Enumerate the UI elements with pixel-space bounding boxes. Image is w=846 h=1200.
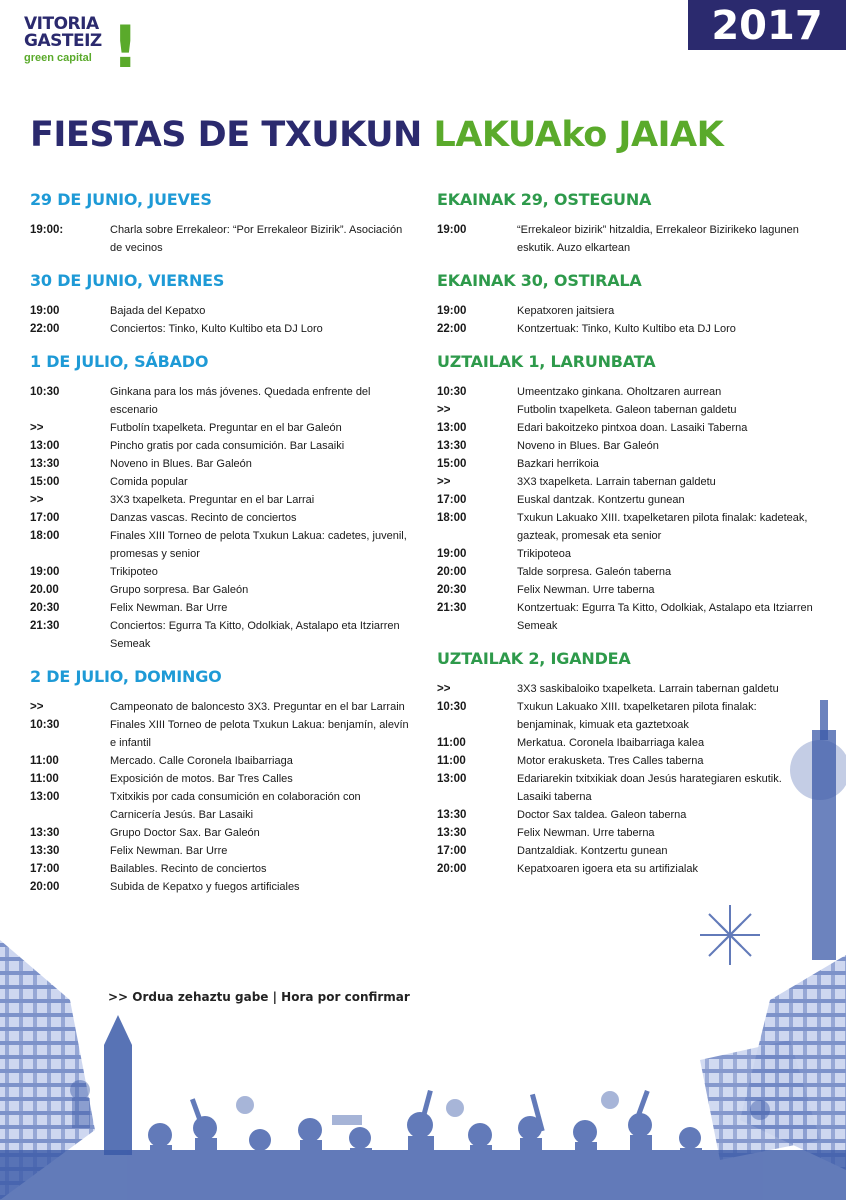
- event-time: 10:30: [437, 701, 467, 713]
- event-row: [437, 473, 817, 491]
- event-description: Dantzaldiak. Kontzertu gunean: [517, 845, 668, 857]
- event-row: [437, 320, 817, 338]
- event-time: 13:30: [30, 458, 60, 470]
- event-row: [437, 401, 817, 419]
- event-time: 19:00: [30, 305, 60, 317]
- event-row: [437, 509, 817, 545]
- event-description: Txukun Lakuako XIII. txapelketaren pilota finalak: kadeteak, gazteak, promesak eta senior: [517, 512, 808, 542]
- logo-line-3: green capital: [24, 52, 92, 64]
- event-description: Txukun Lakuako XIII. txapelketaren pilota finalak: benjaminak, kimuak eta gaztetxoak: [517, 701, 757, 731]
- event-time: 20:30: [437, 584, 467, 596]
- event-description: Subida de Kepatxo y fuegos artificiales: [110, 881, 300, 893]
- event-row: [30, 491, 410, 509]
- day-heading: EKAINAK 30, OSTIRALA: [437, 271, 642, 290]
- event-description: Grupo Doctor Sax. Bar Galeón: [110, 827, 260, 839]
- event-description: Bazkari herrikoia: [517, 458, 599, 470]
- event-time: 15:00: [437, 458, 467, 470]
- spanish-schedule-column: [30, 190, 410, 910]
- event-description: Campeonato de baloncesto 3X3. Preguntar en el bar Larrain: [110, 701, 405, 713]
- event-description: Conciertos: Tinko, Kulto Kultibo eta DJ Loro: [110, 323, 323, 335]
- year-badge: 2017: [688, 0, 846, 50]
- event-row: [30, 752, 410, 770]
- event-time: 13:30: [437, 440, 467, 452]
- event-row: [30, 788, 410, 824]
- event-time: 20:30: [30, 602, 60, 614]
- event-description: Kepatxoren jaitsiera: [517, 305, 615, 317]
- event-row: [437, 545, 817, 563]
- event-time: 13:30: [437, 827, 467, 839]
- event-time: >>: [437, 476, 451, 488]
- event-time: 20.00: [30, 584, 59, 596]
- day-heading: 1 DE JULIO, SÁBADO: [30, 352, 209, 371]
- event-description: Txitxikis por cada consumición en colaboración con Carnicería Jesús. Bar Lasaiki: [110, 791, 361, 821]
- event-time: 18:00: [437, 512, 467, 524]
- day-heading: 30 DE JUNIO, VIERNES: [30, 271, 225, 290]
- event-description: Merkatua. Coronela Ibaibarriaga kalea: [517, 737, 705, 749]
- event-row: [437, 491, 817, 509]
- event-description: 3X3 txapelketa. Larrain tabernan galdetu: [517, 476, 716, 488]
- event-row: [437, 581, 817, 599]
- day-events: [30, 302, 410, 338]
- event-row: [437, 824, 817, 842]
- event-row: [437, 419, 817, 437]
- event-time: 19:00: [437, 548, 467, 560]
- event-time: 10:30: [437, 386, 467, 398]
- event-time: 17:00: [437, 845, 467, 857]
- event-description: Finales XIII Torneo de pelota Txukun Lakua: cadetes, juvenil, promesas y senior: [110, 530, 407, 560]
- day-events: [437, 302, 817, 338]
- time-unconfirmed-footnote: >> Ordua zehaztu gabe | Hora por confirmar: [108, 990, 410, 1004]
- event-row: [30, 824, 410, 842]
- event-description: Felix Newman. Bar Urre: [110, 602, 228, 614]
- event-row: [437, 680, 817, 698]
- event-row: [437, 302, 817, 320]
- event-description: Exposición de motos. Bar Tres Calles: [110, 773, 293, 785]
- event-row: [30, 581, 410, 599]
- event-description: Kepatxoaren igoera eta su artifizialak: [517, 863, 698, 875]
- event-row: [437, 842, 817, 860]
- event-description: Euskal dantzak. Kontzertu gunean: [517, 494, 685, 506]
- event-time: 17:00: [437, 494, 467, 506]
- event-row: [437, 734, 817, 752]
- event-time: >>: [30, 701, 44, 713]
- logo-line-1: VITORIA: [24, 14, 99, 34]
- event-time: 21:30: [437, 602, 467, 614]
- event-row: [30, 860, 410, 878]
- event-time: 11:00: [30, 755, 59, 767]
- event-row: [437, 806, 817, 824]
- title-basque: LAKUAko JAIAK: [433, 115, 724, 155]
- event-description: Talde sorpresa. Galeón taberna: [517, 566, 672, 578]
- event-row: [437, 770, 817, 806]
- event-row: [437, 599, 817, 635]
- event-description: Felix Newman. Urre taberna: [517, 584, 655, 596]
- logo-exclamation-mark: !: [112, 13, 139, 81]
- event-description: Trikipoteoa: [517, 548, 572, 560]
- day-heading: EKAINAK 29, OSTEGUNA: [437, 190, 652, 209]
- event-time: 21:30: [30, 620, 60, 632]
- day-events: [437, 383, 817, 635]
- event-time: 10:30: [30, 719, 60, 731]
- day-events: [437, 221, 817, 257]
- event-row: [30, 599, 410, 617]
- event-time: 19:00: [30, 566, 60, 578]
- event-description: Noveno in Blues. Bar Galeón: [517, 440, 659, 452]
- event-row: [437, 698, 817, 734]
- event-time: 13:00: [30, 791, 60, 803]
- day-heading: UZTAILAK 1, LARUNBATA: [437, 352, 656, 371]
- event-description: Conciertos: Egurra Ta Kitto, Odolkiak, Astalapo eta Itziarren Semeak: [110, 620, 400, 650]
- event-row: [30, 509, 410, 527]
- day-heading: 2 DE JULIO, DOMINGO: [30, 667, 222, 686]
- event-description: Bajada del Kepatxo: [110, 305, 206, 317]
- event-row: [30, 221, 410, 257]
- event-row: [437, 221, 817, 257]
- event-description: Noveno in Blues. Bar Galeón: [110, 458, 252, 470]
- event-description: 3X3 txapelketa. Preguntar en el bar Larrai: [110, 494, 315, 506]
- event-row: [30, 878, 410, 896]
- event-time: 15:00: [30, 476, 60, 488]
- event-time: 20:00: [437, 566, 467, 578]
- vitoria-gasteiz-logo: [24, 13, 139, 86]
- event-description: Finales XIII Torneo de pelota Txukun Lakua: benjamín, alevín e infantil: [110, 719, 409, 749]
- event-description: 3X3 saskibaloiko txapelketa. Larrain tabernan galdetu: [517, 683, 779, 695]
- event-description: Mercado. Calle Coronela Ibaibarriaga: [110, 755, 293, 767]
- day-events: [437, 680, 817, 878]
- event-time: 13:00: [30, 440, 60, 452]
- event-description: Edariarekin txitxikiak doan Jesús harategiaren eskutik. Lasaiki taberna: [517, 773, 782, 803]
- event-row: [30, 320, 410, 338]
- event-row: [437, 383, 817, 401]
- event-row: [30, 698, 410, 716]
- event-time: 13:30: [30, 845, 60, 857]
- day-events: [30, 221, 410, 257]
- event-row: [437, 563, 817, 581]
- event-description: Bailables. Recinto de conciertos: [110, 863, 267, 875]
- day-events: [30, 698, 410, 896]
- event-description: Charla sobre Errekaleor: “Por Errekaleor Bizirik”. Asociación de vecinos: [110, 224, 403, 254]
- event-time: >>: [437, 683, 451, 695]
- event-row: [30, 383, 410, 419]
- event-description: Futbolin txapelketa. Galeon tabernan galdetu: [517, 404, 737, 416]
- event-row: [30, 716, 410, 752]
- event-description: Pincho gratis por cada consumición. Bar Lasaiki: [110, 440, 345, 452]
- event-row: [30, 527, 410, 563]
- event-time: 20:00: [30, 881, 60, 893]
- event-description: “Errekaleor bizirik” hitzaldia, Errekaleor Bizirikeko lagunen eskutik. Auzo elkartean: [517, 224, 799, 254]
- event-row: [30, 563, 410, 581]
- event-row: [30, 842, 410, 860]
- event-row: [30, 419, 410, 437]
- event-row: [30, 473, 410, 491]
- event-row: [30, 455, 410, 473]
- page-title: [30, 115, 723, 155]
- event-time: 17:00: [30, 863, 60, 875]
- event-time: 13:00: [437, 422, 467, 434]
- event-row: [30, 617, 410, 653]
- event-time: 11:00: [437, 737, 466, 749]
- day-heading: UZTAILAK 2, IGANDEA: [437, 649, 631, 668]
- event-description: Grupo sorpresa. Bar Galeón: [110, 584, 249, 596]
- event-description: Doctor Sax taldea. Galeon taberna: [517, 809, 687, 821]
- event-row: [437, 752, 817, 770]
- event-description: Felix Newman. Bar Urre: [110, 845, 228, 857]
- event-row: [437, 860, 817, 878]
- event-description: Edari bakoitzeko pintxoa doan. Lasaiki Taberna: [517, 422, 748, 434]
- event-time: 17:00: [30, 512, 60, 524]
- day-events: [30, 383, 410, 653]
- event-time: 11:00: [30, 773, 59, 785]
- basque-schedule-column: [437, 190, 817, 892]
- event-time: >>: [437, 404, 451, 416]
- event-time: 18:00: [30, 530, 60, 542]
- event-time: >>: [30, 422, 44, 434]
- event-time: >>: [30, 494, 44, 506]
- event-time: 10:30: [30, 386, 60, 398]
- event-time: 13:30: [437, 809, 467, 821]
- title-spanish: FIESTAS DE TXUKUN: [30, 115, 422, 155]
- event-row: [437, 437, 817, 455]
- logo-line-2: GASTEIZ: [24, 31, 102, 51]
- event-time: 19:00:: [30, 224, 64, 236]
- event-description: Kontzertuak: Egurra Ta Kitto, Odolkiak, Astalapo eta Itziarren Semeak: [517, 602, 813, 632]
- event-description: Kontzertuak: Tinko, Kulto Kultibo eta DJ Loro: [517, 323, 736, 335]
- event-description: Umeentzako ginkana. Oholtzaren aurrean: [517, 386, 722, 398]
- event-row: [30, 302, 410, 320]
- event-description: Felix Newman. Urre taberna: [517, 827, 655, 839]
- event-row: [30, 437, 410, 455]
- event-time: 22:00: [437, 323, 467, 335]
- event-row: [30, 770, 410, 788]
- event-description: Trikipoteo: [110, 566, 158, 578]
- event-time: 19:00: [437, 224, 467, 236]
- event-time: 20:00: [437, 863, 467, 875]
- event-time: 11:00: [437, 755, 466, 767]
- event-time: 19:00: [437, 305, 467, 317]
- event-time: 22:00: [30, 323, 60, 335]
- event-description: Danzas vascas. Recinto de conciertos: [110, 512, 297, 524]
- event-row: [437, 455, 817, 473]
- event-time: 13:00: [437, 773, 467, 785]
- event-description: Comida popular: [110, 476, 188, 488]
- event-description: Ginkana para los más jóvenes. Quedada enfrente del escenario: [110, 386, 371, 416]
- day-heading: 29 DE JUNIO, JUEVES: [30, 190, 212, 209]
- event-description: Motor erakusketa. Tres Calles taberna: [517, 755, 704, 767]
- event-description: Futbolín txapelketa. Preguntar en el bar Galeón: [110, 422, 342, 434]
- event-time: 13:30: [30, 827, 60, 839]
